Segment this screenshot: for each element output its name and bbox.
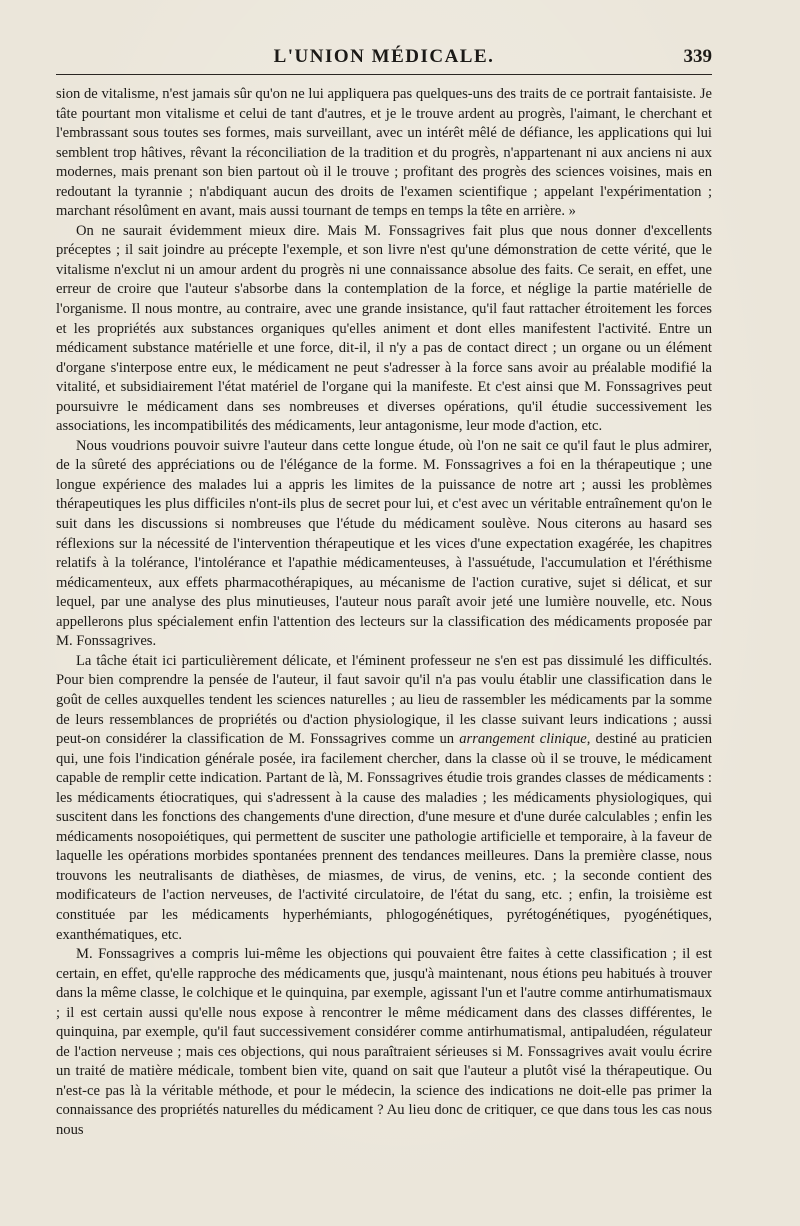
paragraph [56, 652, 712, 945]
journal-title: L'UNION MÉDICALE. [273, 46, 495, 67]
paragraph-text: La tâche était ici particulièrement délicate, et l'éminent professeur ne s'en est pas dissimulé les difficultés. Pour bien comprendre la pensée de l'auteur, il faut savoir qu'il n'a pas voulu établir une classification dans le goût de celles auxquelles tendent les sciences naturelles ; au lieu de rassembler les médicaments par la somme de leurs ressemblances de propriétés ou d'action physiologique, il les classe suivant leurs indications ; aussi peut-on considérer la classification de M. Fonssagrives comme un [56, 652, 712, 748]
paragraph [56, 222, 712, 437]
body-text [56, 85, 712, 1141]
running-header [56, 42, 712, 70]
page-number: 339 [683, 46, 712, 67]
paragraph-text: M. Fonssagrives a compris lui-même les objections qui pouvaient être faites à cette classification ; il est certain, en effet, qu'elle rapproche des médicaments que, jusqu'à maintenant, nous étions peu habitués à trouver dans la même classe, le colchique et le quinquina, par exemple, agissant l'un et l'autre comme antirhumatismaux ; il est certain aussi qu'elle nous expose à rencontrer le même médicament dans des classes différentes, le quinquina, par exemple, qu'il faut successivement considérer comme antirhumatismal, antipaludéen, régulateur de l'action nerveuse ; mais ces objections, qui nous paraîtraient sérieuses si M. Fonssagrives avait voulu écrire un traité de matière médicale, tombent bien vite, quand on sait que l'auteur a plutôt visé la thérapeutique. Ou n'est-ce pas là la véritable méthode, et pour le médecin, la science des indications ne doit-elle pas primer la connaissance des propriétés naturelles du médicament ? Au lieu donc de critiquer, ce que dans tous les cas nous nous [56, 946, 712, 1138]
paragraph [56, 945, 712, 1140]
paragraph-text: On ne saurait évidemment mieux dire. Mais M. Fonssagrives fait plus que nous donner d'excellents préceptes ; il sait joindre au précepte l'exemple, et son livre n'est qu'une démonstration de cette vérité, que le vitalisme n'exclut ni un amour ardent du progrès ni une connaissance absolue des faits. Ce serait, en effet, une erreur de croire que l'auteur s'absorbe dans la contemplation de la force, et néglige la partie matérielle de l'organisme. Il nous montre, au contraire, avec une grande insistance, qu'il faut rattacher étroitement les forces et les propriétés aux substances organiques qu'elles animent et dont elles manifestent l'activité. Entre un médicament substance matérielle et une force, dit-il, il n'y a pas de contact direct ; un organe ou un élément d'organe s'interpose entre eux, le médicament ne peut s'adresser à la force sans avoir au préalable modifié la vitalité, et subsidiairement l'état matériel de l'organe qui la manifeste. Et c'est ainsi que M. Fonssagrives peut poursuivre le médicament dans ses nombreuses et diverses opérations, qu'il étudie successivement les associations, les incompatibilités des médicaments, leur antagonisme, leur mode d'action, etc. [56, 222, 712, 435]
paragraph-text: sion de vitalisme, n'est jamais sûr qu'on ne lui appliquera pas quelques-uns des traits de ce portrait fantaisiste. Je tâte pourtant mon vitalisme et celui de tant d'autres, et je le trouve ardent au progrès, l'aimant, le cherchant et l'embrassant sous toutes ses formes, mais surveillant, avec un intérêt mêlé de défiance, les applications qui lui semblent trop hâtives, rêvant la réconciliation de la tradition et du progrès, n'appartenant ni aux anciens ni aux modernes, mais prenant son bien partout où il le trouve ; profitant des progrès des sciences voisines, mais en redoutant la tyrannie ; n'abdiquant aucun des droits de l'examen scientifique ; appelant l'expérimentation ; marchant résolûment en avant, mais aussi tournant de temps en temps la tête en arrière. » [56, 86, 712, 220]
paragraph-text: , destiné au praticien qui, une fois l'indication générale posée, ira facilement chercher, dans la classe où il se trouve, le médicament capable de remplir cette indication. Partant de là, M. Fonssagrives étudie trois grandes classes de médicaments : les médicaments étiocratiques, qui s'adressent à la cause des maladies ; les médicaments physiologiques, qui suscitent dans les fonctions des changements d'une direction, d'une mesure et d'une durée calculables ; enfin les médicaments nosopoiétiques, qui permettent de susciter une pathologie artificielle et temporaire, à la faveur de laquelle les opérations morbides spontanées prennent des tendances meilleures. Dans la première classe, nous trouvons les neutralisants de diathèses, de miasmes, de virus, de venins, etc. ; la seconde contient des modificateurs de l'action nerveuses, de l'activité circulatoire, de l'état du sang, etc. ; enfin, la troisième est constituée par les médicaments hyperhémiants, phlogogénétiques, pyrétogénétiques, pyogénétiques, exanthématiques, etc. [56, 731, 712, 943]
header-rule [56, 74, 712, 75]
paragraph [56, 85, 712, 222]
paragraph-text: Nous voudrions pouvoir suivre l'auteur dans cette longue étude, où l'on ne sait ce qu'il faut le plus admirer, de la sûreté des appréciations ou de l'élégance de la forme. M. Fonssagrives a foi en la thérapeutique ; une longue expérience des malades lui a appris les limites de la puissance de notre art ; aussi les problèmes thérapeutiques les plus difficiles n'ont-ils plus de secret pour lui, et c'est avec un véritable entraînement qu'on le suit dans les discussions si nombreuses que l'étude du médicament soulève. Nous citerons au hasard ses réflexions sur la nécessité de l'intervention thérapeutique et les vices d'une expectation exagérée, les chapitres relatifs à la tolérance, l'intolérance et l'apathie médicamenteuses, à l'assuétude, l'accumulation et l'éréthisme médicamenteux, aux effets pharmacothérapiques, au mécanisme de l'action curative, sujet si délicat, et sur lequel, par une analyse des plus minutieuses, l'auteur nous paraît avoir jeté une lumière nouvelle, etc. Nous appellerons plus spécialement enfin l'attention des lecteurs sur la classification des médicaments proposée par M. Fonssagrives. [56, 437, 712, 650]
paragraph [56, 437, 712, 652]
italic-phrase: arrangement clinique [459, 731, 587, 748]
